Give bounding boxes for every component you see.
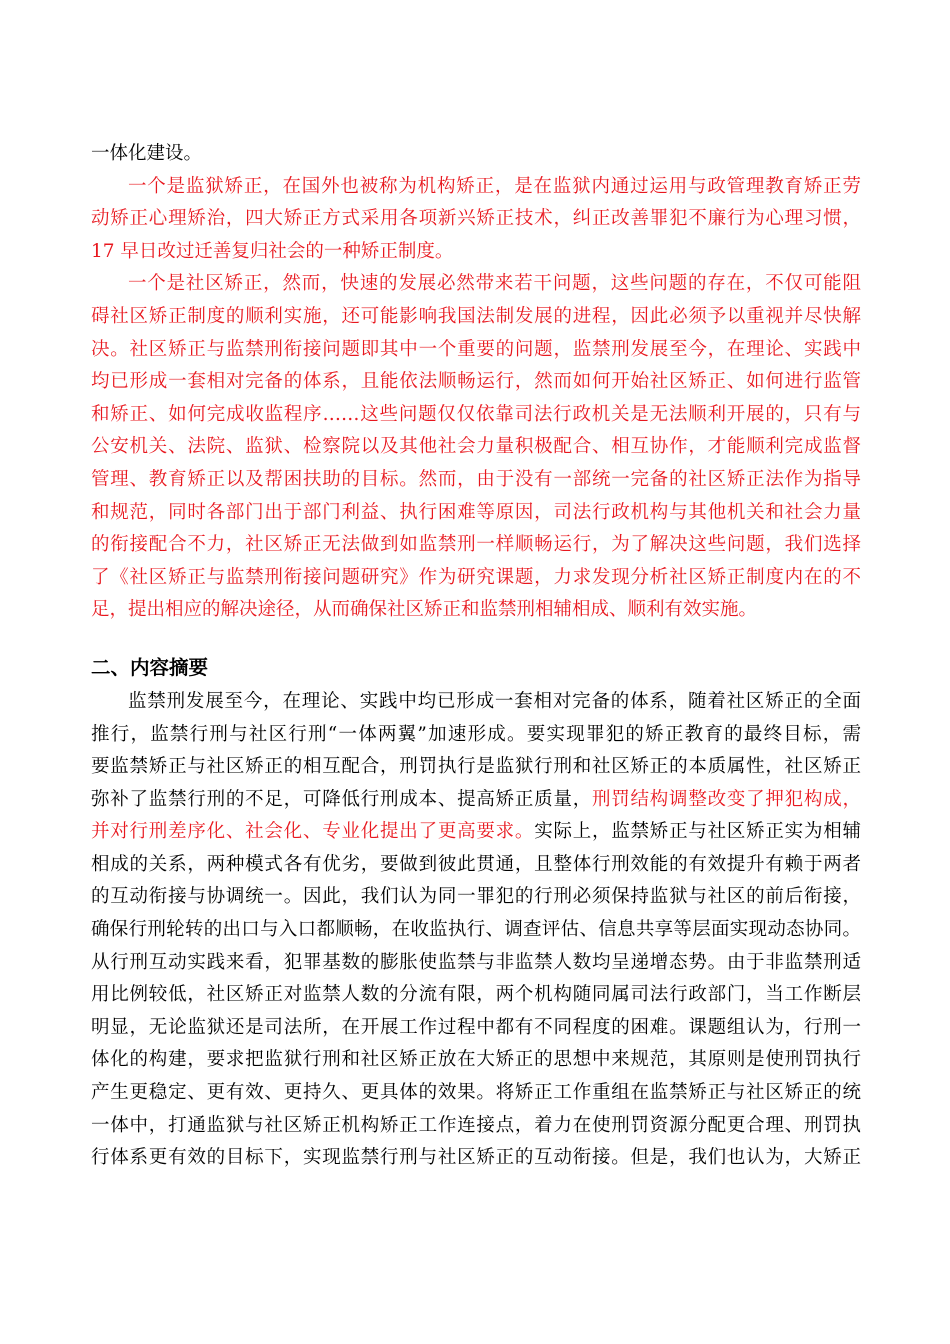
text-line: 产生更稳定、更有效、更持久、更具体的效果。将矫正工作重组在监禁矫正与社区矫正的统 (91, 1082, 861, 1104)
text-line-mixed (91, 816, 861, 849)
text-line: 一体中，打通监狱与社区矫正机构矫正工作连接点，着力在使刑罚资源分配更合理、刑罚执 (91, 1114, 861, 1136)
text-line: 管理、教育矫正以及帮困扶助的目标。然而，由于没有一部统一完备的社区矫正法作为指导 (91, 468, 861, 490)
text-line: 要监禁矫正与社区矫正的相互配合，刑罚执行是监狱行刑和社区矫正的本质属性，社区矫正 (91, 756, 861, 778)
highlighted-text: 刑罚结构调整改变了押犯构成， (591, 788, 861, 810)
text-line: 一体化建设。 (91, 143, 203, 164)
text-line: 的衔接配合不力，社区矫正无法做到如监禁刑一样顺畅运行，为了解决这些问题，我们选择 (91, 534, 861, 556)
section-heading: 二、内容摘要 (91, 655, 209, 679)
text-line: 推行，监禁行刑与社区行刑“一体两翼”加速形成。要实现罪犯的矫正教育的最终目标，需 (91, 723, 861, 745)
text-line: 和矫正、如何完成收监程序……这些问题仅仅依靠司法行政机关是无法顺利开展的，只有与 (91, 403, 861, 425)
text-line-mixed (91, 784, 861, 817)
text-line: 碍社区矫正制度的顺利实施，还可能影响我国法制发展的进程，因此必须予以重视并尽快解 (91, 305, 861, 327)
text-line: 监禁刑发展至今，在理论、实践中均已形成一套相对完备的体系，随着社区矫正的全面 (128, 690, 861, 712)
highlighted-text: 并对行刑差序化、社会化、专业化提出了更高要求。 (91, 821, 535, 843)
text-line: 一个是监狱矫正，在国外也被称为机构矫正，是在监狱内通过运用与政管理教育矫正劳 (128, 175, 861, 197)
text-line: 一个是社区矫正，然而，快速的发展必然带来若干问题，这些问题的存在，不仅可能阻 (128, 273, 861, 295)
text-line: 公安机关、法院、监狱、检察院以及其他社会力量积极配合、相互协作，才能顺利完成监督 (91, 436, 861, 458)
text-line: 和规范，同时各部门出于部门利益、执行困难等原因，司法行政机构与其他机关和社会力量 (91, 501, 861, 523)
text-segment: 实际上，监禁矫正与社区矫正实为相辅 (534, 821, 861, 843)
text-line: 明显，无论监狱还是司法所，在开展工作过程中都有不同程度的困难。课题组认为，行刑一 (91, 1016, 861, 1038)
text-segment: 弥补了监禁行刑的不足，可降低行刑成本、提高矫正质量， (91, 788, 592, 810)
text-line: 决。社区矫正与监禁刑衔接问题即其中一个重要的问题，监禁刑发展至今，在理论、实践中 (91, 338, 861, 360)
paragraph-community-correction (91, 268, 861, 627)
paragraph-continuation (91, 138, 861, 171)
text-line: 相成的关系，两种模式各有优劣，要做到彼此贯通，且整体行刑效能的有效提升有赖于两者 (91, 853, 861, 875)
text-line: 从行刑互动实践来看，犯罪基数的膨胀使监禁与非监禁人数均呈递增态势。由于非监禁刑适 (91, 951, 861, 973)
text-line: 均已形成一套相对完备的体系，且能依法顺畅运行，然而如何开始社区矫正、如何进行监管 (91, 371, 861, 393)
text-line: 动矫正心理矫治，四大矫正方式采用各项新兴矫正技术，纠正改善罪犯不廉行为心理习惯， (91, 208, 861, 230)
text-line: 了《社区矫正与监禁刑衔接问题研究》作为研究课题，力求发现分析社区矫正制度内在的不 (91, 566, 861, 588)
text-line: 体化的构建，要求把监狱行刑和社区矫正放在大矫正的思想中来规范，其原则是使刑罚执行 (91, 1049, 861, 1071)
text-line: 行体系更有效的目标下，实现监禁行刑与社区矫正的互动衔接。但是，我们也认为，大矫正 (91, 1147, 861, 1169)
paragraph-prison-correction (91, 171, 861, 269)
text-line: 的互动衔接与协调统一。因此，我们认为同一罪犯的行刑必须保持监狱与社区的前后衔接， (91, 886, 861, 908)
paragraph-summary (91, 686, 861, 1175)
text-line: 足，提出相应的解决途径，从而确保社区矫正和监禁刑相辅相成、顺利有效实施。 (91, 599, 758, 621)
text-line: 确保行刑轮转的出口与入口都顺畅，在收监执行、调查评估、信息共享等层面实现动态协同。 (91, 919, 861, 941)
document-page (91, 138, 861, 1175)
text-line: 用比例较低，社区矫正对监禁人数的分流有限，两个机构随同属司法行政部门，当工作断层 (91, 984, 861, 1006)
text-line: 17 早日改过迁善复归社会的一种矫正制度。 (91, 240, 454, 262)
